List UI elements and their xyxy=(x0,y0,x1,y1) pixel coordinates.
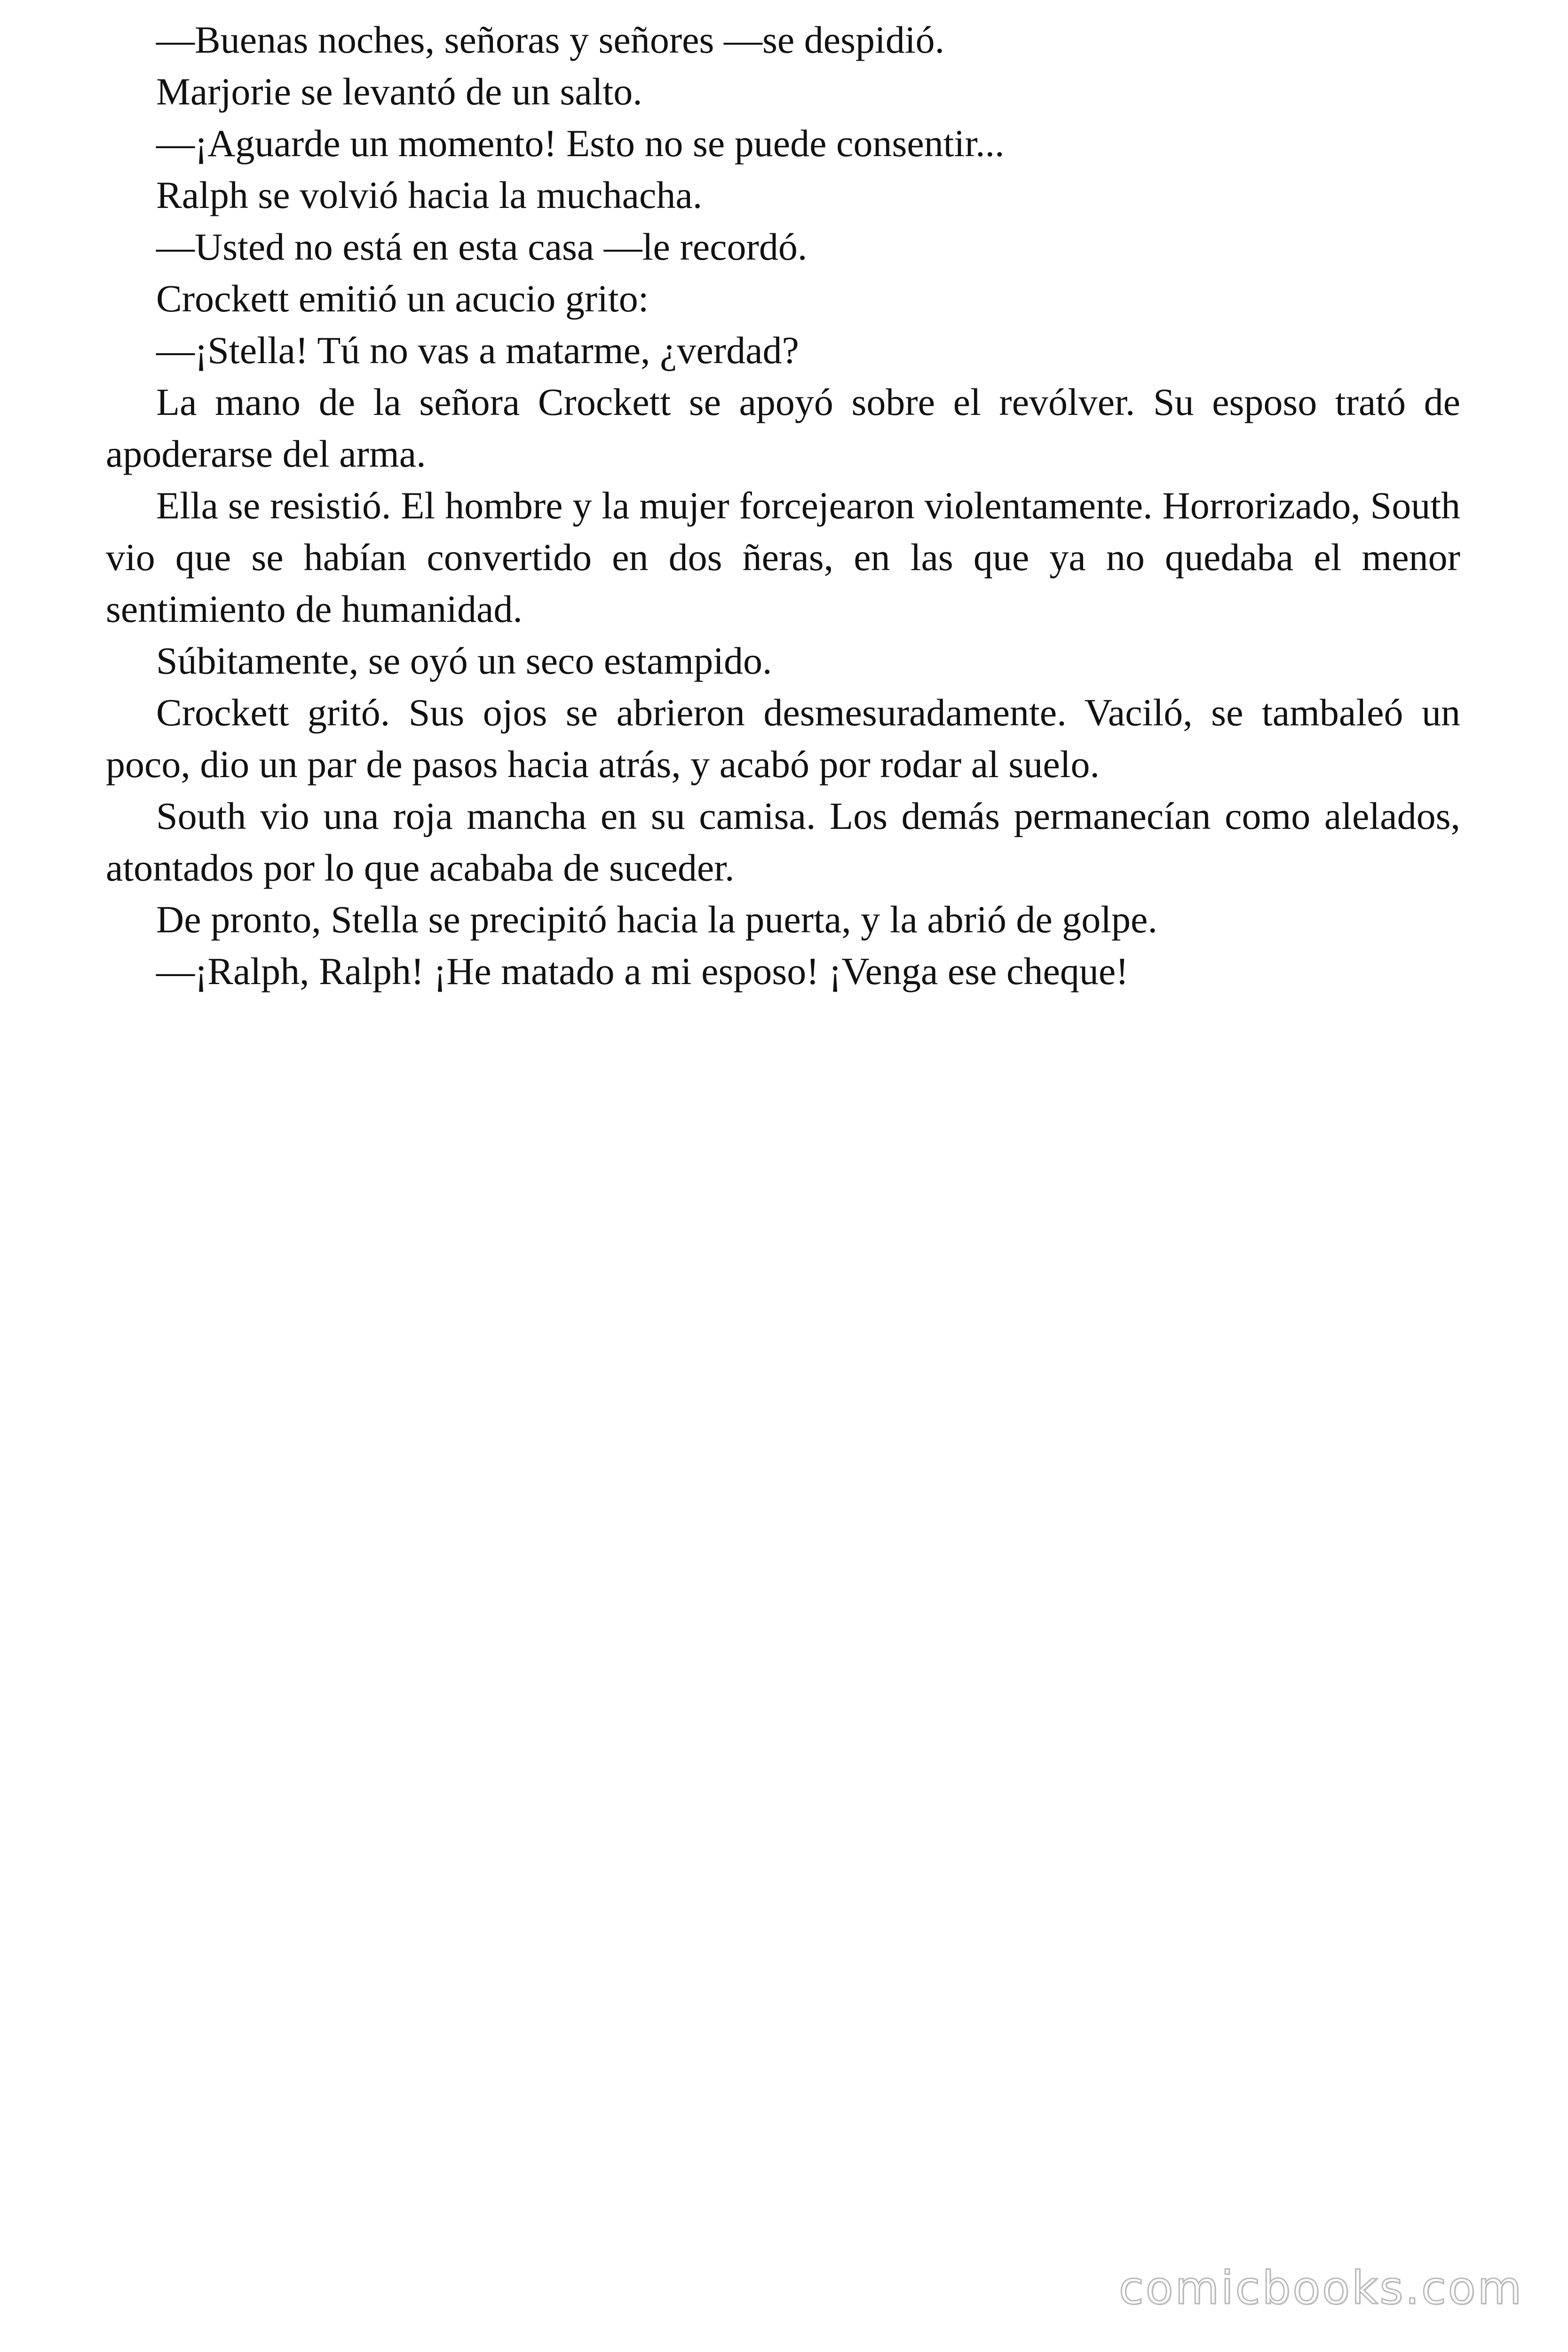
paragraph: Marjorie se levantó de un salto. xyxy=(156,70,642,113)
paragraph: La mano de la señora Crockett se apoyó sobre el revólver. Su esposo trató de apoderarse del arma. xyxy=(106,381,1460,475)
paragraph: —¡Ralph, Ralph! ¡He matado a mi esposo! ¡Venga ese cheque! xyxy=(156,950,1129,993)
body-text xyxy=(106,14,1460,997)
paragraph: Ralph se volvió hacia la muchacha. xyxy=(156,174,703,216)
paragraph: Súbitamente, se oyó un seco estampido. xyxy=(156,639,772,682)
paragraph: Crockett emitió un acucio grito: xyxy=(156,277,649,320)
paragraph: Ella se resistió. El hombre y la mujer forcejearon violentamente. Horrorizado, South vio que se habían convertido en dos ñeras, en las que ya no quedaba el menor sentimiento de humanidad. xyxy=(106,484,1460,630)
paragraph: —¡Aguarde un momento! Esto no se puede consentir... xyxy=(156,122,1005,165)
paragraph: De pronto, Stella se precipitó hacia la puerta, y la abrió de golpe. xyxy=(156,898,1157,941)
watermark-text: comicbooks.com xyxy=(1118,2262,1523,2314)
paragraph: Crockett gritó. Sus ojos se abrieron desmesuradamente. Vaciló, se tambaleó un poco, dio un par de pasos hacia atrás, y acabó por rodar al suelo. xyxy=(106,691,1460,786)
paragraph: —Buenas noches, señoras y señores —se despidió. xyxy=(156,18,945,61)
paragraph: South vio una roja mancha en su camisa. Los demás permanecían como alelados, atontados por lo que acababa de suceder. xyxy=(106,795,1460,889)
paragraph: —¡Stella! Tú no vas a matarme, ¿verdad? xyxy=(156,329,799,372)
paragraph: —Usted no está en esta casa —le recordó. xyxy=(156,225,808,268)
